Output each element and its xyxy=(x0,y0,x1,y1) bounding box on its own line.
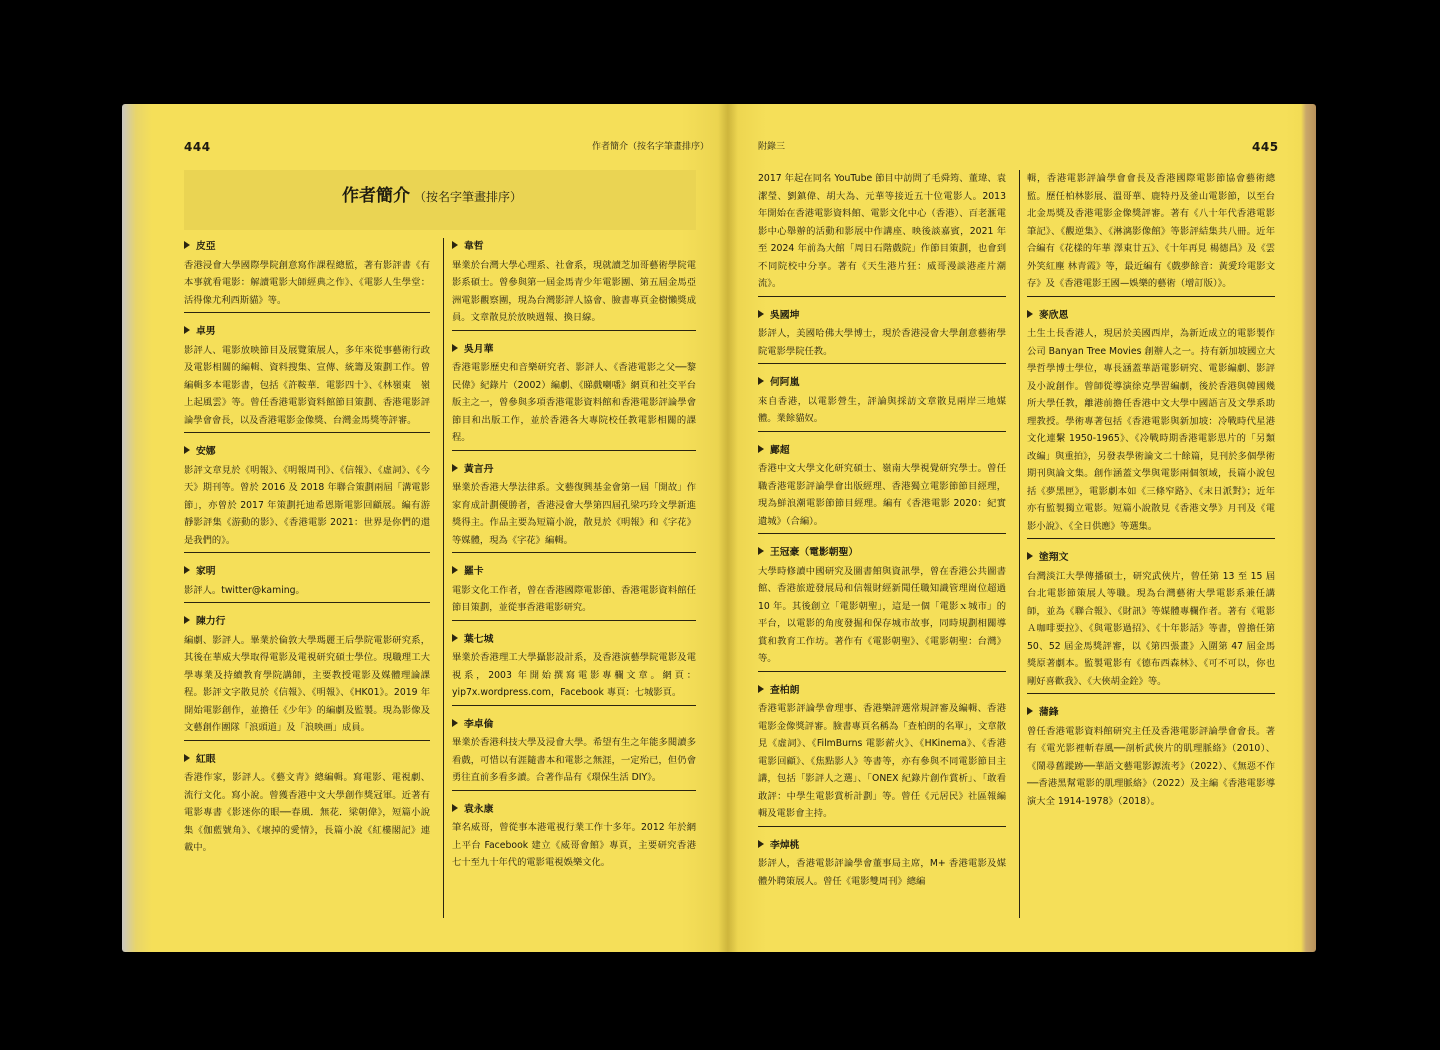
author-name xyxy=(758,837,1006,855)
left-running-head: 作者簡介（按名字筆畫排序） xyxy=(592,142,710,152)
author-name xyxy=(184,613,430,631)
author-entry xyxy=(1027,549,1275,694)
author-name-text: 黃言丹 xyxy=(464,463,494,475)
author-entry xyxy=(758,442,1006,535)
author-entry xyxy=(758,837,1006,894)
author-name-text: 麥欣恩 xyxy=(1039,309,1069,321)
author-bio: 畢業於香港理工大學攝影設計系，及香港演藝學院電影及電視系，2003 年開始撰寫電影專欄文章。網頁：yip7x.wordpress.com，Facebook 專頁：七城影頁。 xyxy=(452,652,696,698)
right-column-1 xyxy=(758,170,1006,918)
author-name-text: 蒲鋒 xyxy=(1039,707,1059,718)
author-bio: 大學時修讀中國研究及圖書館與資訊學，曾在香港公共圖書館、香港旅遊發展局和信報財經新聞任職知識管理崗位超過 10 年。其後創立「電影朝聖」，這是一個「電影ｘ城市」的平台，以電影的角度發掘和保存城市故事，同時規劃相關導賞和教育工作坊。著作有《電影朝聖》、《電影朝聖：台灣》等。 xyxy=(758,565,1006,664)
author-bio: 畢業於台灣大學心理系、社會系，現就讀芝加哥藝術學院電影系碩士。曾參與第一屆金馬青少年電影團、第五屆金馬亞洲電影觀察團，現為台灣影評人協會、臉書專頁金樹懶獎成員。文章散見於放映週報、換日線。 xyxy=(452,259,696,323)
triangle-bullet-icon xyxy=(184,326,190,334)
author-name-text: 李卓倫 xyxy=(464,718,494,730)
author-bio: 畢業於香港科技大學及浸會大學。希望有生之年能多閱讀多看戲，可惜以有涯隨書本和電影之無涯，一定殆已，但仍會勇往直前多看多讀。合著作品有《環保生活 DIY》。 xyxy=(452,737,696,783)
triangle-bullet-icon xyxy=(184,754,190,762)
triangle-bullet-icon xyxy=(452,804,458,812)
author-name-text: 王冠豪（電影朝聖） xyxy=(770,547,859,558)
author-entry xyxy=(184,563,430,603)
author-entry xyxy=(452,563,696,621)
author-entry xyxy=(452,461,696,554)
author-bio: 影評人，香港電影評論學會董事局主席，M+ 香港電影及媒體外聘策展人。曾任《電影雙周刊》總編 xyxy=(758,858,1006,887)
author-entry xyxy=(184,323,430,433)
triangle-bullet-icon xyxy=(758,547,764,555)
author-name xyxy=(758,307,1006,325)
author-bio: 曾任香港電影資料館研究主任及香港電影評論學會會長。著有《電光影裡斬春風──剖析武俠片的肌理脈絡》（2010）、《鬧尋舊蹤跡──華語文藝電影源流考》（2022）、《無惡不作──香港黑幫電影的肌理脈絡》（2022）及主編《香港電影導演大全 1914-1978》（2018）。 xyxy=(1027,725,1275,807)
author-entry xyxy=(1027,170,1275,297)
author-name-text: 卓男 xyxy=(196,326,216,337)
author-name-text: 吳月華 xyxy=(464,343,494,355)
open-book xyxy=(122,104,1316,952)
author-entry xyxy=(1027,307,1275,540)
author-entry xyxy=(452,716,696,791)
author-bio: 畢業於香港大學法律系。文藝復興基金會第一屆「開故」作家育成計劃優勝者，香港浸會大學第四屆孔梁巧玲文學新進獎得主。作品主要為短篇小說，散見於《明報》和《字花》等媒體，現為《字花》編輯。 xyxy=(452,482,696,546)
author-name-text: 何阿嵐 xyxy=(770,377,800,388)
author-name xyxy=(452,461,696,479)
author-bio: 影評人。twitter@kaming。 xyxy=(184,584,305,596)
author-name xyxy=(1027,307,1275,325)
right-page-number: 445 xyxy=(1252,140,1279,154)
author-name xyxy=(452,801,696,819)
author-bio: 土生土長香港人，現居於美國西岸，為新近成立的電影製作公司 Banyan Tree Movies 創辦人之一。持有新加坡國立大學哲學博士學位，專長涵蓋華語電影研究、電影編劇、影評及小說創作。曾師從導演徐克學習編劇，後於香港與韓國幾所大學任教，離港前擔任香港中文大學中國語言及文學系助理教授。學術專著包括《香港電影與新加坡：冷戰時代星港文化連繫 1950-1965》、《冷戰時期香港電影思片的「另類改編」與重拍》，另發表學術論文二十餘篇，見刊於多個學術期刊與論文集。創作涵蓋文學與電影兩個領域，長篇小說包括《夢黑匣》，電影劇本如《三條窄路》、《末日派對》；近年亦有監製獨立電影。短篇小說散見《香港文學》月刊及《電影小說》、《全日供應》等選集。 xyxy=(1027,328,1275,532)
page-title xyxy=(342,181,522,206)
author-name xyxy=(452,563,696,581)
author-bio: 2017 年起在同名 YouTube 節目中訪問了毛舜筠、董瑋、袁潔瑩、劉鎮偉、胡大為、元華等接近五十位電影人。2013 年開始在香港電影資料館、電影文化中心（香港）、百老滙電影中心舉辦的活動和影展中作講座、映後談嘉賓，2021 年至 2024 年前為大館「周日石階戲院」作節目策劃，也會到不同院校中分享。著有《天生港片狂：威哥漫談港產片潮流》。 xyxy=(758,173,1006,289)
author-bio: 香港浸會大學國際學院創意寫作課程總監，著有影評書《有本事就看電影：解讀電影大師經典之作》、《電影人生學堂：活得像尤利西斯貓》等。 xyxy=(184,259,430,306)
author-name-text: 羅卡 xyxy=(464,566,484,577)
title-main: 作者簡介 xyxy=(342,186,410,206)
author-entry xyxy=(452,238,696,331)
title-sub: （按名字筆畫排序） xyxy=(414,190,523,204)
author-entry xyxy=(452,631,696,706)
author-name xyxy=(184,443,430,461)
author-name-text: 李焯桃 xyxy=(770,839,800,851)
triangle-bullet-icon xyxy=(184,241,190,249)
author-name xyxy=(758,374,1006,392)
triangle-bullet-icon xyxy=(758,685,764,693)
author-bio: 香港作家，影評人。《藝文青》總編輯。寫電影、電視劇、流行文化。寫小說。曾獲香港中文大學創作獎冠軍。近著有電影專書《影迷你的眼──春風．無花．梁朝偉》，短篇小說集《伽藍號角》、《壞掉的愛情》，長篇小說《紅樓閣記》連載中。 xyxy=(184,772,430,853)
author-bio: 台灣淡江大學傳播碩士，研究武俠片，曾任第 13 至 15 屆台北電影節策展人等職。現為台灣藝術大學電影系兼任講師，並為《聯合報》、《財訊》等媒體專欄作者。著有《電影Ａ咖啡要拉》、《與電影過招》、《十年影話》等書，曾擔任第 50、52 屆金馬獎評審，以《第四張畫》入圍第 47 屆金馬獎原著劇本。監製電影有《德布西森林》、《可不可以，你也剛好喜歡我》、《大俠胡金銓》等。 xyxy=(1027,570,1275,687)
column-divider xyxy=(443,238,444,918)
right-running-head: 附錄三 xyxy=(758,142,786,152)
author-name xyxy=(452,238,696,256)
right-page xyxy=(726,104,1316,952)
author-entry xyxy=(452,341,696,451)
triangle-bullet-icon xyxy=(758,310,764,318)
author-bio: 香港中文大學文化研究碩士、嶺南大學視覺研究學士。曾任職香港電影評論學會出版經理、香港獨立電影節節目經理，現為鮮浪潮電影節節目經理。編有《香港電影 2020：紀實遺城》（合編）。 xyxy=(758,463,1006,527)
author-name xyxy=(452,716,696,734)
author-name xyxy=(758,442,1006,460)
author-name xyxy=(758,682,1006,700)
author-name xyxy=(184,238,430,256)
triangle-bullet-icon xyxy=(452,719,458,727)
triangle-bullet-icon xyxy=(452,566,458,574)
author-name xyxy=(1027,549,1275,567)
author-bio: 香港電影歷史和音樂研究者、影評人、《香港電影之父──黎民偉》紀錄片（2002）編劇、《睇戲喇噃》網頁和社交平台版主之一，曾參與多項香港電影資料館和香港電影評論學會節目和出版工作，並於香港各大專院校任教電影相關的課程。 xyxy=(452,362,696,443)
triangle-bullet-icon xyxy=(452,464,458,472)
author-entry xyxy=(1027,704,1275,813)
triangle-bullet-icon xyxy=(1027,707,1033,715)
author-entry xyxy=(452,801,696,875)
author-entry xyxy=(184,613,430,741)
author-name xyxy=(1027,704,1275,722)
left-column-1 xyxy=(184,238,430,918)
author-name-text: 紅眼 xyxy=(196,753,216,765)
author-name xyxy=(184,323,430,341)
author-bio: 筆名威哥，曾從事本港電視行業工作十多年。2012 年於網上平台 Facebook 建立《威哥會館》專頁，主要研究香港七十至九十年代的電影電視娛樂文化。 xyxy=(452,822,696,868)
author-bio: 香港電影評論學會理事、香港樂評選常規評審及編輯、香港電影金像獎評審。臉書專頁名稱為「查柏朗的名單」，文章散見《虛詞》、《FilmBurns 電影薪火》、《HKinema》、《香港電影回顧》、《焦點影人》等書等，亦有參與不同電影節目主講，包括「影評人之選」、「ONEX 紀錄片創作賞析」、「敢看敢評：中學生電影賞析計劃」等。曾任《元居民》社區報編輯及電影會主持。 xyxy=(758,703,1006,819)
triangle-bullet-icon xyxy=(184,616,190,624)
triangle-bullet-icon xyxy=(452,241,458,249)
left-column-2 xyxy=(452,238,696,918)
author-bio: 電影文化工作者，曾在香港國際電影節、香港電影資料館任節目策劃，並從事香港電影研究。 xyxy=(452,584,696,613)
left-page xyxy=(122,104,726,952)
author-bio: 影評文章見於《明報》、《明報周刊》、《信報》、《虛詞》、《今天》期刊等。曾於 2016 及 2018 年聯合策劃兩屆「溝電影節」，亦曾於 2017 年策劃托迪希恩斯電影回顧展。編有游靜影評集《游動的影》、《香港電影 2021：世界是你們的還是我們的》。 xyxy=(184,464,430,546)
author-name-text: 韋哲 xyxy=(464,241,484,252)
right-column-2 xyxy=(1027,170,1275,918)
author-bio: 來自香港，以電影營生，評論與採訪文章散見兩岸三地媒體。業餘貓奴。 xyxy=(758,395,1006,424)
triangle-bullet-icon xyxy=(1027,310,1033,318)
author-bio: 編劇、影評人。畢業於倫敦大學瑪麗王后學院電影研究系，其後在華威大學取得電影及電視研究碩士學位。現職理工大學專業及持續教育學院講師，主要教授電影及媒體理論課程。影評文字散見於《信報》、《明報》、《HK01》。2019 年開始電影創作，並擔任《少年》的編劇及監製。現為影像及文藝創作團隊「浪頭道」及「浪映画」成員。 xyxy=(184,634,430,733)
triangle-bullet-icon xyxy=(758,445,764,453)
author-entry xyxy=(758,374,1006,432)
author-name-text: 安娜 xyxy=(196,446,216,457)
author-entry xyxy=(758,307,1006,365)
author-bio: 影評人，美國哈佛大學博士，現於香港浸會大學創意藝術學院電影學院任教。 xyxy=(758,328,1006,357)
column-divider xyxy=(1019,170,1020,918)
author-name xyxy=(184,563,430,581)
triangle-bullet-icon xyxy=(1027,552,1033,560)
author-bio: 影評人、電影放映節目及展覽策展人，多年來從事藝術行政及電影相關的編輯、資料搜集、宣傳、統籌及策劃工作。曾編輯多本電影書，包括《許鞍華．電影四十》、《林嶺東 嶺上起風雲》等。曾任香港電影資料館節目策劃、香港電影評論學會會長，以及香港電影金像獎、台灣金馬獎等評審。 xyxy=(184,344,430,426)
author-name-text: 家明 xyxy=(196,566,216,577)
triangle-bullet-icon xyxy=(758,840,764,848)
author-entry xyxy=(184,238,430,313)
author-name xyxy=(184,751,430,769)
author-name xyxy=(758,544,1006,562)
author-entry xyxy=(758,170,1006,297)
triangle-bullet-icon xyxy=(184,566,190,574)
triangle-bullet-icon xyxy=(184,446,190,454)
author-entry xyxy=(184,751,430,860)
author-bio: 輯，香港電影評論學會會長及香港國際電影節協會藝術總監。歷任柏林影展、溫哥華、鹿特丹及釜山電影節，以至台北金馬獎及香港電影金像獎評審。著有《八十年代香港電影筆記》、《觀逆集》、《淋漓影像館》等影評結集共八冊。近年合編有《花樣的年華 澤東廿五》、《十年再見 楊德昌》及《雲外笑紅塵 林青霞》等，最近編有《戲夢餘音：黃愛玲電影文存》及《香港電影王國—娛樂的藝術（增訂版）》。 xyxy=(1027,173,1275,289)
left-page-number: 444 xyxy=(184,140,211,154)
triangle-bullet-icon xyxy=(452,634,458,642)
triangle-bullet-icon xyxy=(452,344,458,352)
author-name-text: 陳力行 xyxy=(196,616,226,627)
book-gutter xyxy=(718,104,738,952)
author-entry xyxy=(758,544,1006,672)
author-entry xyxy=(758,682,1006,827)
author-name-text: 吳國坤 xyxy=(770,309,800,321)
author-name-text: 袁永康 xyxy=(464,803,494,815)
author-name xyxy=(452,631,696,649)
author-name xyxy=(452,341,696,359)
author-name-text: 鄺超 xyxy=(770,444,790,456)
author-name-text: 葉七城 xyxy=(464,633,494,645)
triangle-bullet-icon xyxy=(758,377,764,385)
author-name-text: 查柏朗 xyxy=(770,684,800,696)
author-entry xyxy=(184,443,430,553)
author-name-text: 皮亞 xyxy=(196,241,216,252)
author-name-text: 塗翔文 xyxy=(1039,552,1069,563)
